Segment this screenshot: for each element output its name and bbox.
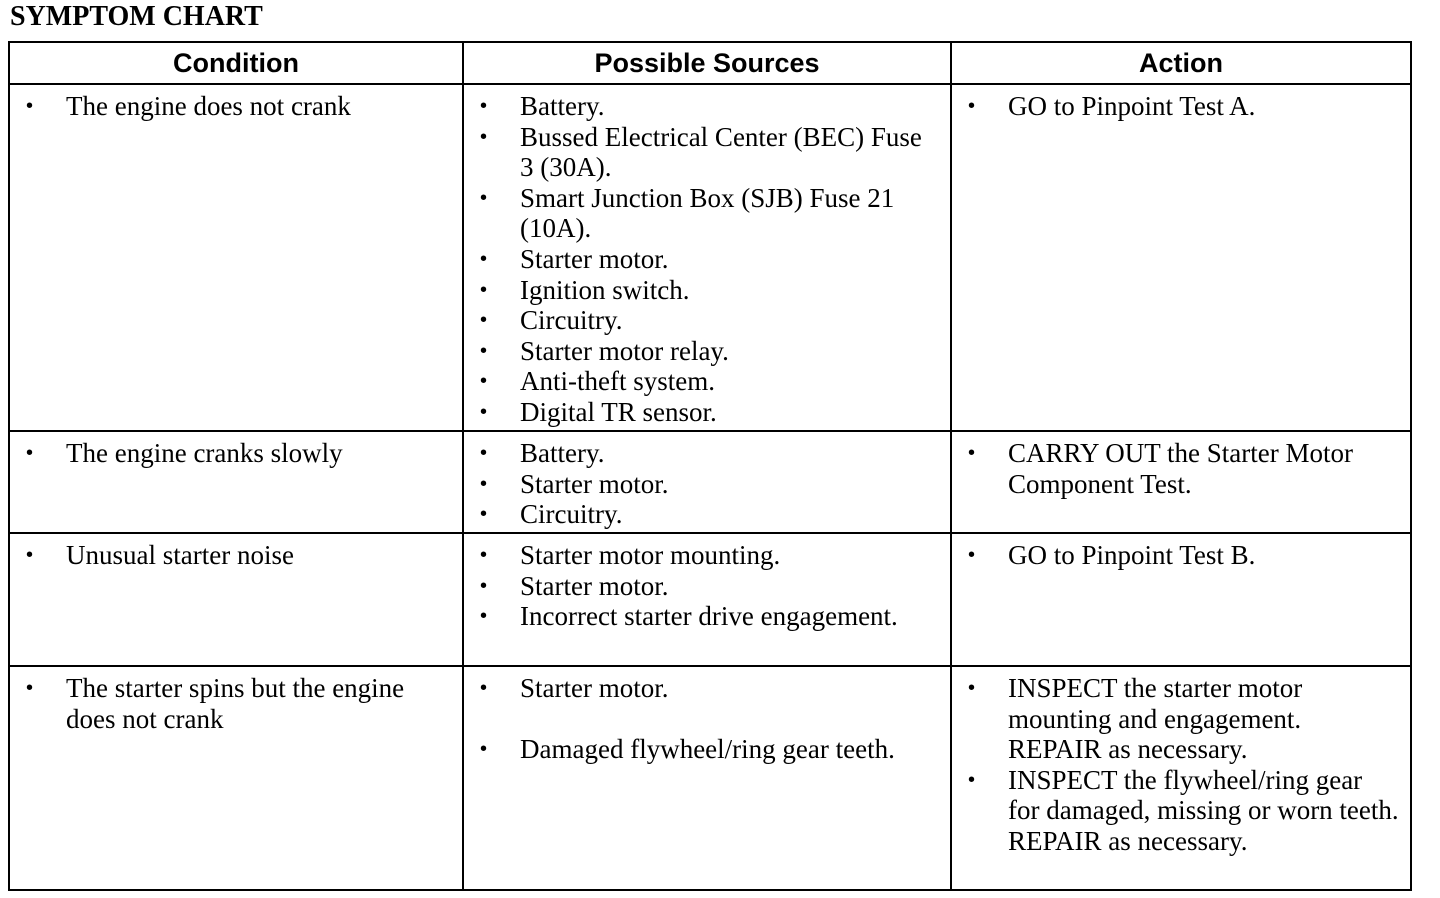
- list-item: • Circuitry.: [464, 499, 950, 530]
- condition-cell: [9, 666, 463, 890]
- list-item: • Battery.: [464, 438, 950, 469]
- table-row: [9, 666, 1411, 890]
- list-item: • INSPECT the flywheel/ring gear for damaged, missing or worn teeth. REPAIR as necessary.: [952, 765, 1410, 857]
- action-cell: [951, 84, 1411, 431]
- list-item: • Incorrect starter drive engagement.: [464, 601, 950, 632]
- condition-cell: [9, 533, 463, 666]
- page-title: SYMPTOM CHART: [10, 1, 263, 32]
- possible-sources-cell: [463, 84, 951, 431]
- list-item: • Damaged flywheel/ring gear teeth.: [464, 734, 950, 765]
- list-item: • Smart Junction Box (SJB) Fuse 21 (10A).: [464, 183, 950, 244]
- list-item: • Starter motor.: [464, 469, 950, 500]
- symptom-chart-table: [8, 41, 1412, 891]
- table-header-row: [9, 42, 1411, 84]
- list-item: • The engine cranks slowly: [10, 438, 462, 469]
- list-item: • Ignition switch.: [464, 275, 950, 306]
- list-item: • Starter motor relay.: [464, 336, 950, 367]
- list-item: • The engine does not crank: [10, 91, 462, 122]
- table-row: [9, 84, 1411, 431]
- column-header-action: Action: [951, 42, 1411, 84]
- list-item: • Circuitry.: [464, 305, 950, 336]
- list-item: • The starter spins but the engine does not crank: [10, 673, 462, 734]
- possible-sources-cell: [463, 533, 951, 666]
- list-item: • Starter motor mounting.: [464, 540, 950, 571]
- list-item: • GO to Pinpoint Test A.: [952, 91, 1410, 122]
- list-item: • Starter motor.: [464, 244, 950, 275]
- table-row: [9, 431, 1411, 533]
- action-cell: [951, 666, 1411, 890]
- possible-sources-cell: [463, 666, 951, 890]
- list-item: • Unusual starter noise: [10, 540, 462, 571]
- column-header-possible-sources: Possible Sources: [463, 42, 951, 84]
- list-item: • GO to Pinpoint Test B.: [952, 540, 1410, 571]
- column-header-condition: Condition: [9, 42, 463, 84]
- list-item: • CARRY OUT the Starter Motor Component Test.: [952, 438, 1410, 499]
- list-item: • Starter motor.: [464, 571, 950, 602]
- list-item: • INSPECT the starter motor mounting and engagement. REPAIR as necessary.: [952, 673, 1410, 765]
- action-cell: [951, 533, 1411, 666]
- action-cell: [951, 431, 1411, 533]
- list-item: • Battery.: [464, 91, 950, 122]
- possible-sources-cell: [463, 431, 951, 533]
- list-item: • Anti-theft system.: [464, 366, 950, 397]
- table-row: [9, 533, 1411, 666]
- list-item: • Starter motor.: [464, 673, 950, 704]
- condition-cell: [9, 431, 463, 533]
- list-item: • Bussed Electrical Center (BEC) Fuse 3 (30A).: [464, 122, 950, 183]
- condition-cell: [9, 84, 463, 431]
- list-item: • Digital TR sensor.: [464, 397, 950, 428]
